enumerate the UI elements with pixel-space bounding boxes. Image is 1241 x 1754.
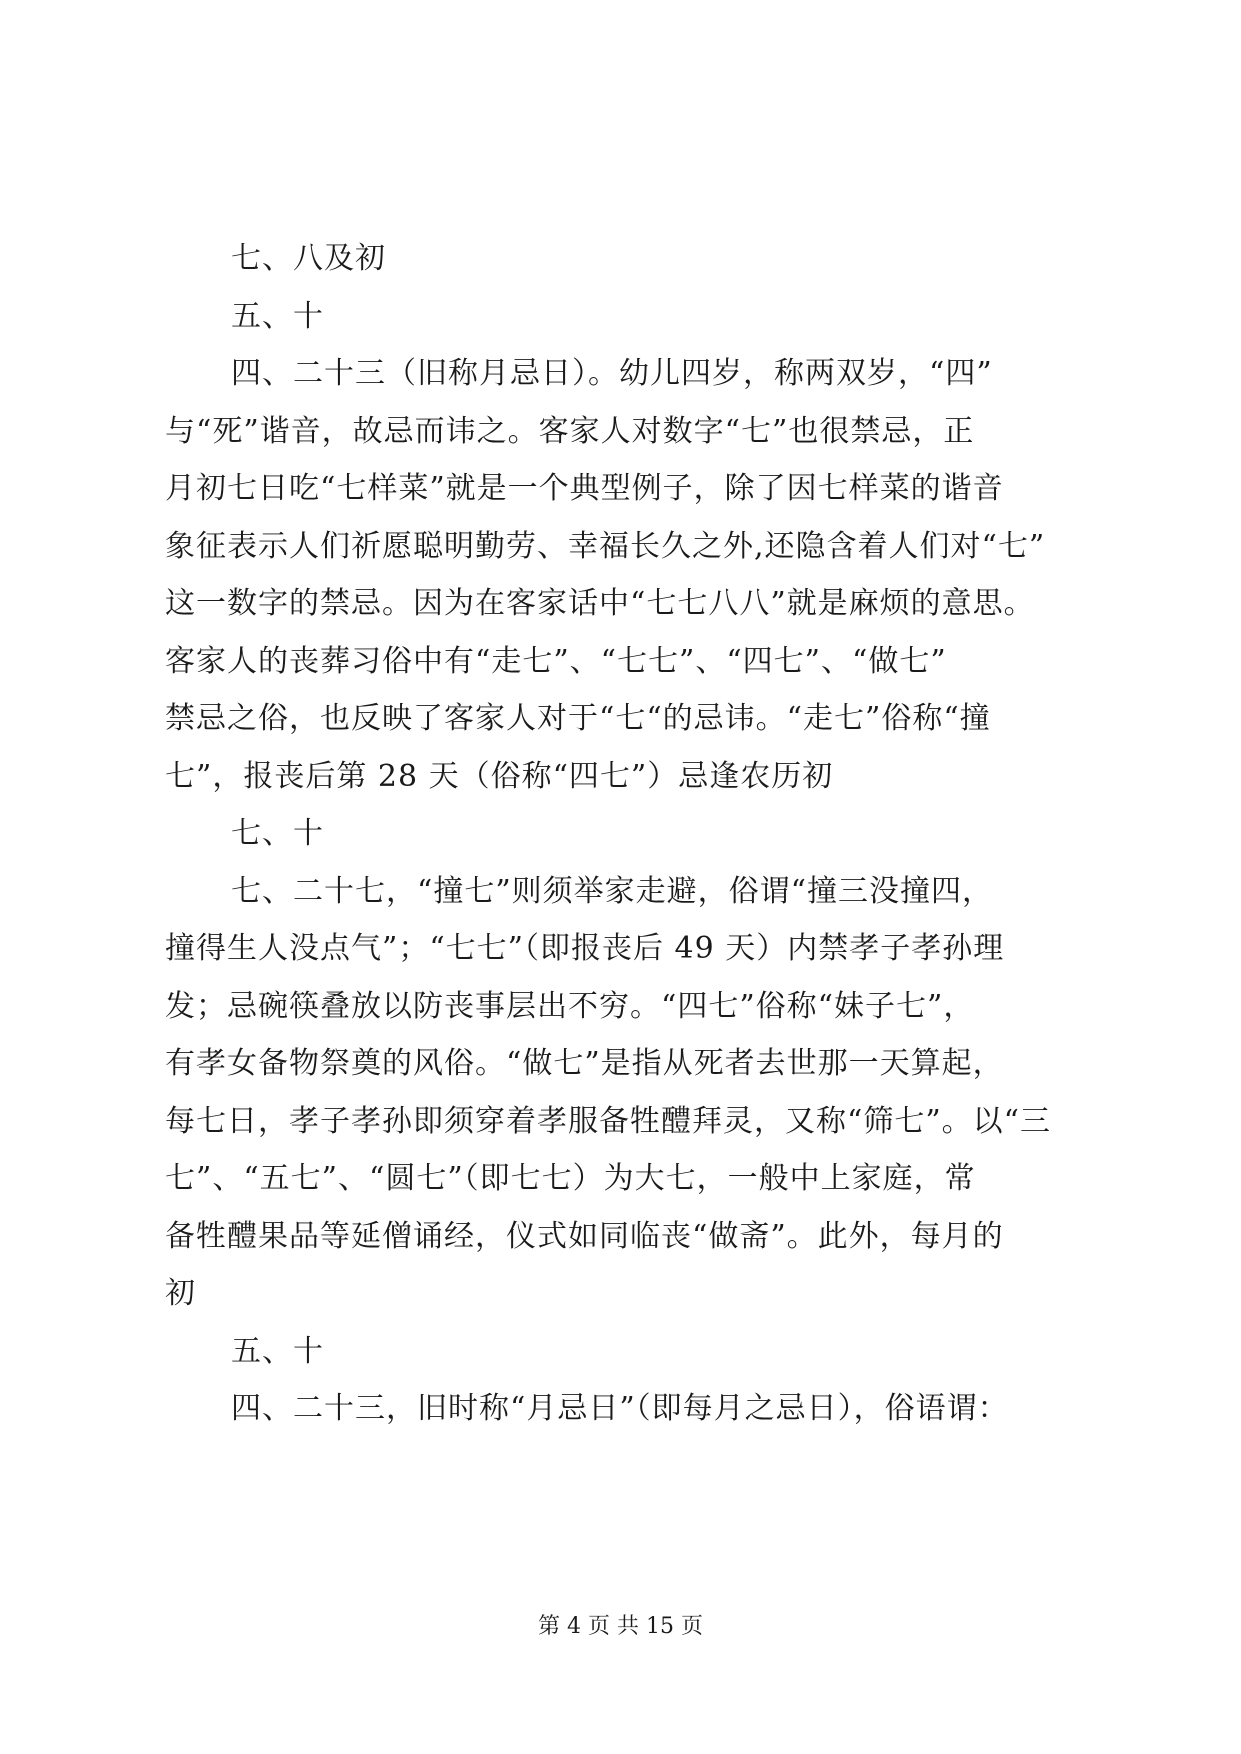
text-line: 象征表示人们祈愿聪明勤劳、幸福长久之外,还隐含着人们对“七” xyxy=(165,528,1046,564)
text-line: 初 xyxy=(165,1276,196,1311)
text-line: 每七日，孝子孝孙即须穿着孝服备牲醴拜灵，又称“筛七”。以“三 xyxy=(165,1103,1052,1139)
text-line: 发；忌碗筷叠放以防丧事层出不穷。“四七”俗称“妹子七”， xyxy=(165,988,975,1024)
text-line: 与“死”谐音，故忌而讳之。客家人对数字“七”也很禁忌，正 xyxy=(165,413,975,449)
text-line: 禁忌之俗，也反映了客家人对于“七“的忌讳。“走七”俗称“撞 xyxy=(165,701,991,736)
text-line: 四、二十三，旧时称“月忌日”（即每月之忌日），俗语谓： xyxy=(231,1391,1009,1426)
text-line: 撞得生人没点气”；“七七”（即报丧后 49 天）内禁孝子孝孙理 xyxy=(165,931,1005,966)
text-line: 七”、“五七”、“圆七”（即七七）为大七，一般中上家庭，常 xyxy=(165,1161,976,1196)
text-line: 这一数字的禁忌。因为在客家话中“七七八八”就是麻烦的意思。 xyxy=(165,586,1035,621)
body-text xyxy=(165,230,1085,1438)
text-line: 五、十 xyxy=(231,1333,324,1369)
page-footer: 第 4 页 共 15 页 xyxy=(538,1614,703,1639)
text-line: 七、二十七，“撞七”则须举家走避，俗谓“撞三没撞四， xyxy=(231,873,994,909)
text-line: 七”，报丧后第 28 天（俗称“四七”）忌逢农历初 xyxy=(165,758,834,794)
text-line: 备牲醴果品等延僧诵经，仪式如同临丧“做斋”。此外，每月的 xyxy=(165,1218,1004,1254)
text-line: 客家人的丧葬习俗中有“走七”、“七七”、“四七”、“做七” xyxy=(165,643,947,679)
text-line: 有孝女备物祭奠的风俗。“做七”是指从死者去世那一天算起， xyxy=(165,1046,1004,1081)
text-line: 五、十 xyxy=(231,298,324,334)
text-line: 月初七日吃“七样菜”就是一个典型例子，除了因七样菜的谐音 xyxy=(165,471,1004,506)
text-line: 七、八及初 xyxy=(231,241,386,276)
text-line: 七、十 xyxy=(231,816,324,851)
text-line: 四、二十三（旧称月忌日）。幼儿四岁，称两双岁，“四” xyxy=(231,356,993,391)
